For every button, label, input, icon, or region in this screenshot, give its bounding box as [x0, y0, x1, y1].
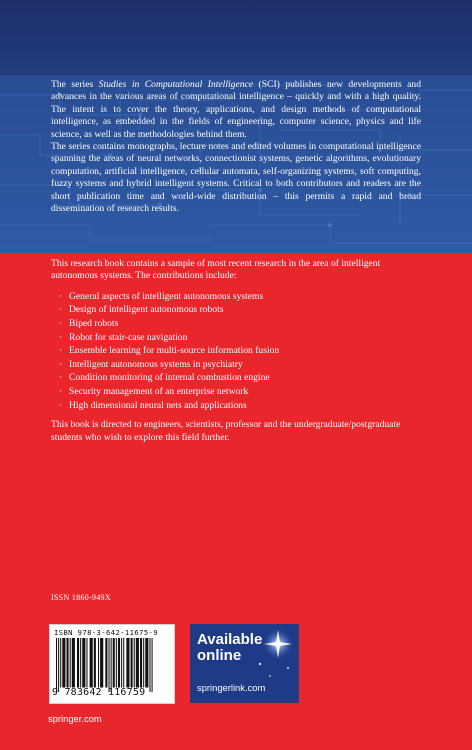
- available-online-title: Available online: [197, 631, 263, 664]
- series-blurb: [51, 79, 421, 215]
- barcode-bar: [56, 638, 57, 692]
- isbn-number: ISBN 978-3-642-11675-9: [54, 628, 158, 637]
- barcode-bar: [140, 638, 142, 688]
- topics-list: [51, 290, 401, 412]
- book-audience: This book is directed to engineers, scientists, professor and the undergraduate/postgraduate students who wish to explore this field further.: [51, 419, 401, 443]
- barcode-bar: [131, 638, 133, 688]
- springerlink-url[interactable]: springerlink.com: [197, 682, 266, 693]
- barcode-bar: [72, 638, 75, 688]
- top-band: [0, 0, 472, 75]
- series-paragraph-1: The series Studies in Computational Intelligence (SCI) publishes new developments and advances in the various areas of computational intelligence – quickly and with a high quality. The intent is to cover the theory, applications, and design methods of computational intelligence, as embedded in the fields of engineering, computer science, physics and life science, as well as the methodologies behind them.: [51, 79, 422, 140]
- barcode-bar: [58, 638, 59, 692]
- barcode-bar: [98, 638, 99, 688]
- barcode-bars: [54, 638, 170, 692]
- barcode-bar: [143, 638, 144, 688]
- list-item: · Ensemble learning for multi-source information fusion: [59, 344, 401, 358]
- list-item: · General aspects of intelligent autonomous systems: [59, 290, 401, 304]
- barcode-bar: [149, 638, 150, 692]
- book-description: [51, 258, 401, 444]
- barcode-bar: [111, 638, 112, 692]
- available-online-badge: [190, 624, 299, 703]
- barcode-bar: [121, 638, 122, 688]
- barcode-bar: [109, 638, 110, 692]
- barcode-bar: [116, 638, 117, 688]
- barcode-bar: [136, 638, 139, 688]
- barcode-bar: [90, 638, 93, 688]
- list-item: · Condition monitoring of internal combustion engine: [59, 371, 401, 385]
- publisher-url[interactable]: springer.com: [48, 713, 102, 724]
- barcode-bar: [145, 638, 148, 688]
- barcode-bar: [67, 638, 69, 688]
- list-item: · Robot for stair-case navigation: [59, 331, 401, 345]
- barcode-bar: [60, 638, 61, 688]
- list-item: · High dimensional neural nets and applications: [59, 399, 401, 413]
- barcode-bar: [100, 638, 103, 688]
- barcode-bar: [113, 638, 115, 688]
- barcode-bar: [152, 638, 153, 692]
- barcode-bar: [82, 638, 85, 688]
- list-item: · Biped robots: [59, 317, 401, 331]
- barcode-bar: [86, 638, 87, 688]
- series-title: Studies in Computational Intelligence: [98, 79, 254, 90]
- barcode-bar: [123, 638, 124, 688]
- barcode-bar: [118, 638, 120, 688]
- barcode-digits: 9 783642 116759: [52, 687, 146, 698]
- series-description-panel: [0, 75, 472, 253]
- barcode-bar: [134, 638, 135, 688]
- book-intro: This research book contains a sample of most recent research in the area of intelligent autonomous systems. The contributions include:: [51, 258, 381, 282]
- list-item: · Design of intelligent autonomous robots: [59, 303, 401, 317]
- list-item: · Intelligent autonomous systems in psychiatry: [59, 358, 401, 372]
- series-paragraph-2: The series contains monographs, lecture notes and edited volumes in computational intelligence spanning the areas of neural networks, connectionist systems, genetic algorithms, evolutionary computation, artificial intelligence, cellular automata, self-organizing systems, soft computing, fuzzy systems and hybrid intelligent systems. Critical to both contributors and readers are the short publication time and world-wide distribution – this permits a rapid and broad dissemination of research results.: [51, 141, 421, 215]
- barcode-bar: [70, 638, 71, 688]
- barcode-bar: [126, 638, 129, 688]
- barcode: [49, 624, 175, 704]
- list-item: · Security management of an enterprise network: [59, 385, 401, 399]
- barcode-bar: [94, 638, 96, 688]
- issn-number: ISSN 1860-949X: [51, 593, 111, 602]
- barcode-bar: [80, 638, 81, 688]
- barcode-bar: [77, 638, 79, 688]
- barcode-bar: [62, 638, 65, 688]
- barcode-bar: [105, 638, 107, 688]
